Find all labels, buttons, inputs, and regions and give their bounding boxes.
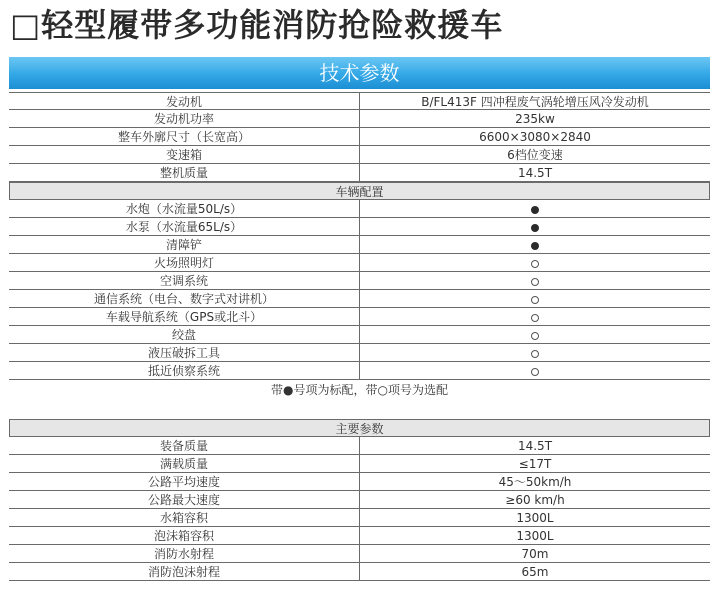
row-value <box>360 200 710 217</box>
table-row <box>9 254 710 272</box>
table-row <box>9 308 710 326</box>
optional-circle-icon <box>531 296 539 304</box>
optional-circle-icon <box>531 332 539 340</box>
table-row <box>9 509 710 527</box>
row-label: 水炮（水流量50L/s） <box>9 200 360 217</box>
main-params-section-header: 主要参数 <box>9 419 710 437</box>
row-label: 发动机 <box>9 93 360 109</box>
row-value: 6档位变速 <box>507 148 563 162</box>
table-row <box>9 128 710 146</box>
legend-note: 带●号项为标配，带○项号为选配 <box>271 383 448 397</box>
row-value: 14.5T <box>517 166 553 180</box>
row-value: 1300L <box>516 529 554 543</box>
row-value: 1300L <box>516 511 554 525</box>
table-row <box>9 563 710 581</box>
table-row <box>9 218 710 236</box>
optional-circle-icon <box>531 314 539 322</box>
row-label: 满载质量 <box>9 455 360 472</box>
tech-params-banner: 技术参数 <box>9 57 710 89</box>
table-row <box>9 362 710 380</box>
row-label: 绞盘 <box>9 326 360 343</box>
table-row <box>9 236 710 254</box>
row-label: 发动机功率 <box>9 110 360 127</box>
row-label: 清障铲 <box>9 236 360 253</box>
row-label: 抵近侦察系统 <box>9 362 360 379</box>
row-label: 整机质量 <box>9 164 360 181</box>
row-label: 通信系统（电台、数字式对讲机） <box>9 290 360 307</box>
row-value: ≤17T <box>518 457 552 471</box>
optional-circle-icon <box>531 350 539 358</box>
standard-dot-icon <box>531 206 539 214</box>
config-section-header: 车辆配置 <box>9 182 710 200</box>
row-value: 45～50km/h <box>498 475 572 489</box>
row-value <box>360 272 710 289</box>
page-title: □轻型履带多功能消防抢险救援车 <box>10 6 504 44</box>
table-row <box>9 344 710 362</box>
optional-circle-icon <box>531 368 539 376</box>
table-row <box>9 272 710 290</box>
table-row <box>9 491 710 509</box>
row-value: 235kw <box>515 112 555 126</box>
row-value <box>360 290 710 307</box>
optional-circle-icon <box>531 260 539 268</box>
row-value <box>360 218 710 235</box>
row-value <box>360 308 710 325</box>
optional-circle-icon <box>531 278 539 286</box>
row-label: 火场照明灯 <box>9 254 360 271</box>
row-label: 公路平均速度 <box>9 473 360 490</box>
standard-dot-icon <box>531 242 539 250</box>
table-row <box>9 200 710 218</box>
table-row <box>9 545 710 563</box>
row-label: 变速箱 <box>9 146 360 163</box>
row-label: 消防水射程 <box>9 545 360 562</box>
main-params-table <box>9 419 710 581</box>
row-label: 液压破拆工具 <box>9 344 360 361</box>
table-row <box>9 455 710 473</box>
table-row <box>9 110 710 128</box>
row-value <box>360 326 710 343</box>
table-row <box>9 473 710 491</box>
row-value <box>360 344 710 361</box>
row-value: B/FL413F 四冲程废气涡轮增压风冷发动机 <box>421 95 649 109</box>
row-label: 车载导航系统（GPS或北斗） <box>9 308 360 325</box>
row-label: 消防泡沫射程 <box>9 563 360 580</box>
row-value: ≥60 km/h <box>505 493 565 507</box>
row-label: 装备质量 <box>9 437 360 454</box>
row-label: 泡沫箱容积 <box>9 527 360 544</box>
row-value: 65m <box>521 565 549 579</box>
table-row <box>9 326 710 344</box>
row-label: 空调系统 <box>9 272 360 289</box>
row-value <box>360 362 710 379</box>
row-value: 6600×3080×2840 <box>479 130 591 144</box>
table-row <box>9 164 710 182</box>
table-row <box>9 290 710 308</box>
standard-dot-icon <box>531 224 539 232</box>
row-label: 公路最大速度 <box>9 491 360 508</box>
table-row <box>9 92 710 110</box>
row-label: 水箱容积 <box>9 509 360 526</box>
row-value: 70m <box>521 547 549 561</box>
row-label: 水泵（水流量65L/s） <box>9 218 360 235</box>
row-value <box>360 236 710 253</box>
table-row <box>9 146 710 164</box>
table-row <box>9 527 710 545</box>
table-row <box>9 437 710 455</box>
row-value <box>360 254 710 271</box>
row-value: 14.5T <box>517 439 553 453</box>
row-label: 整车外廓尺寸（长宽高） <box>9 128 360 145</box>
spec-table <box>9 92 710 400</box>
